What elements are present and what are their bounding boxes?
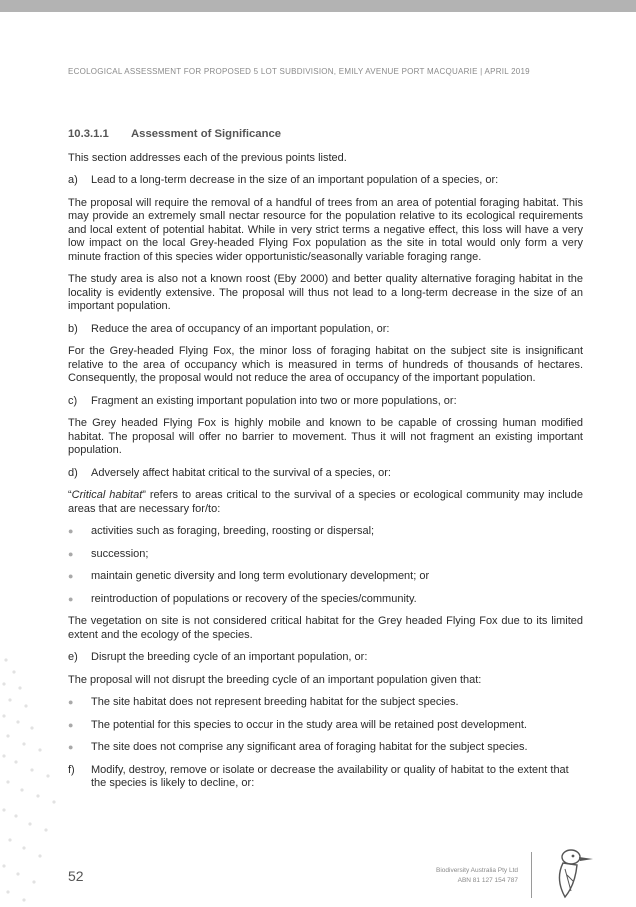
criterion-label: a) <box>68 174 78 186</box>
section-heading <box>68 128 583 142</box>
criterion-e <box>68 651 583 665</box>
intro-paragraph: This section addresses each of the previous points listed. <box>68 151 347 164</box>
section-title: Assessment of Significance <box>131 128 282 140</box>
bullet-list-d <box>68 525 583 606</box>
page-number: 52 <box>68 868 84 884</box>
company-name: Biodiversity Australia Pty Ltd <box>435 867 518 874</box>
bullet-icon: ● <box>68 571 74 581</box>
company-info <box>436 866 518 886</box>
page-content <box>68 128 583 800</box>
paragraph-a1: The proposal will require the removal of a handful of trees from an area of potential foraging habitat. This may provide an extremely small nectar resource for the population relative to its ecological requirements and local extent of potential habitat. While in very strict terms a negative effect, this loss will have a very low impact on the local Grey-headed Flying Fox population as the site in total would only form a very minute fraction of this species wider opportunistic/seasonally variable foraging range. <box>68 196 583 263</box>
paragraph-a2: The study area is also not a known roost (Eby 2000) and better quality alternative foraging habitat in the locality is evidently extensive. The proposal will thus not lead to a long-term decrease in the size of an important population. <box>68 273 583 312</box>
list-item: ● The potential for this species to occur in the study area will be retained post development. <box>68 718 527 731</box>
paragraph-d1-rest: ” refers to areas critical to the survival of a species or ecological community may include areas that are necessary for/to: <box>68 489 583 515</box>
open-quote: “ <box>68 489 72 501</box>
bullet-icon: ● <box>68 697 74 707</box>
criterion-text: Adversely affect habitat critical to the survival of a species, or: <box>91 466 391 479</box>
running-header <box>68 67 588 76</box>
list-item: ● succession; <box>68 547 149 560</box>
list-item: ● The site habitat does not represent breeding habitat for the subject species. <box>68 696 459 708</box>
criterion-f <box>68 764 583 791</box>
company-abn: ABN 81 127 154 787 <box>457 877 518 884</box>
criterion-a <box>68 174 583 188</box>
criterion-label: e) <box>68 651 78 663</box>
criterion-text: Fragment an existing important population into two or more populations, or: <box>91 394 457 407</box>
criterion-b <box>68 323 583 337</box>
header-title: ECOLOGICAL ASSESSMENT FOR PROPOSED 5 LOT SUBDIVISION, EMILY AVENUE PORT MACQUARIE <box>68 67 478 76</box>
bullet-icon: ● <box>68 719 74 730</box>
bullet-icon: ● <box>68 526 74 536</box>
paragraph-c: The Grey headed Flying Fox is highly mobile and known to be capable of crossing human modified habitat. The proposal will offer no barrier to movement. Thus it will not fragment an existing important population. <box>68 417 583 456</box>
criterion-text: Disrupt the breeding cycle of an important population, or: <box>91 651 368 663</box>
bullet-icon: ● <box>68 548 74 559</box>
criterion-label: d) <box>68 466 78 479</box>
company-logo-icon <box>545 845 595 901</box>
bullet-list-e <box>68 696 583 755</box>
list-item: ● reintroduction of populations or recovery of the species/community. <box>68 592 417 605</box>
list-item: ● activities such as foraging, breeding, roosting or dispersal; <box>68 525 375 537</box>
critical-habitat-term: Critical habitat <box>71 489 143 501</box>
list-item: ● maintain genetic diversity and long term evolutionary development; or <box>68 570 430 582</box>
criterion-text: Lead to a long-term decrease in the size of an important population of a species, or: <box>91 174 499 186</box>
criterion-text: Reduce the area of occupancy of an important population, or: <box>91 322 390 335</box>
header-separator: | <box>480 67 483 76</box>
decorative-dot-pattern <box>0 620 80 907</box>
criterion-label: b) <box>68 322 78 335</box>
criterion-label: c) <box>68 394 78 407</box>
list-item: ● The site does not comprise any significant area of foraging habitat for the subject species. <box>68 741 528 753</box>
bullet-icon: ● <box>68 742 74 752</box>
paragraph-b: For the Grey-headed Flying Fox, the minor loss of foraging habitat on the subject site is insignificant relative to the area of occupancy which is measured in terms of hundreds of thousands of hectares. Consequently, the proposal would not reduce the area of occupancy of the important population. <box>68 345 583 384</box>
header-date: APRIL 2019 <box>484 67 530 76</box>
criterion-c <box>68 395 583 409</box>
criterion-text: Modify, destroy, remove or isolate or decrease the availability or quality of habitat to the extent that the species is likely to decline, or: <box>91 763 569 789</box>
top-bar <box>0 0 636 12</box>
section-number: 10.3.1.1 <box>68 128 109 140</box>
paragraph-d2: The vegetation on site is not considered critical habitat for the Grey headed Flying Fox due to its limited extent and the ecology of the species. <box>68 615 583 641</box>
criterion-label: f) <box>68 763 75 776</box>
criterion-d <box>68 467 583 481</box>
paragraph-e: The proposal will not disrupt the breeding cycle of an important population given that: <box>68 673 482 686</box>
footer-divider <box>531 852 532 898</box>
paragraph-d1 <box>68 489 583 516</box>
bullet-icon: ● <box>68 593 74 604</box>
